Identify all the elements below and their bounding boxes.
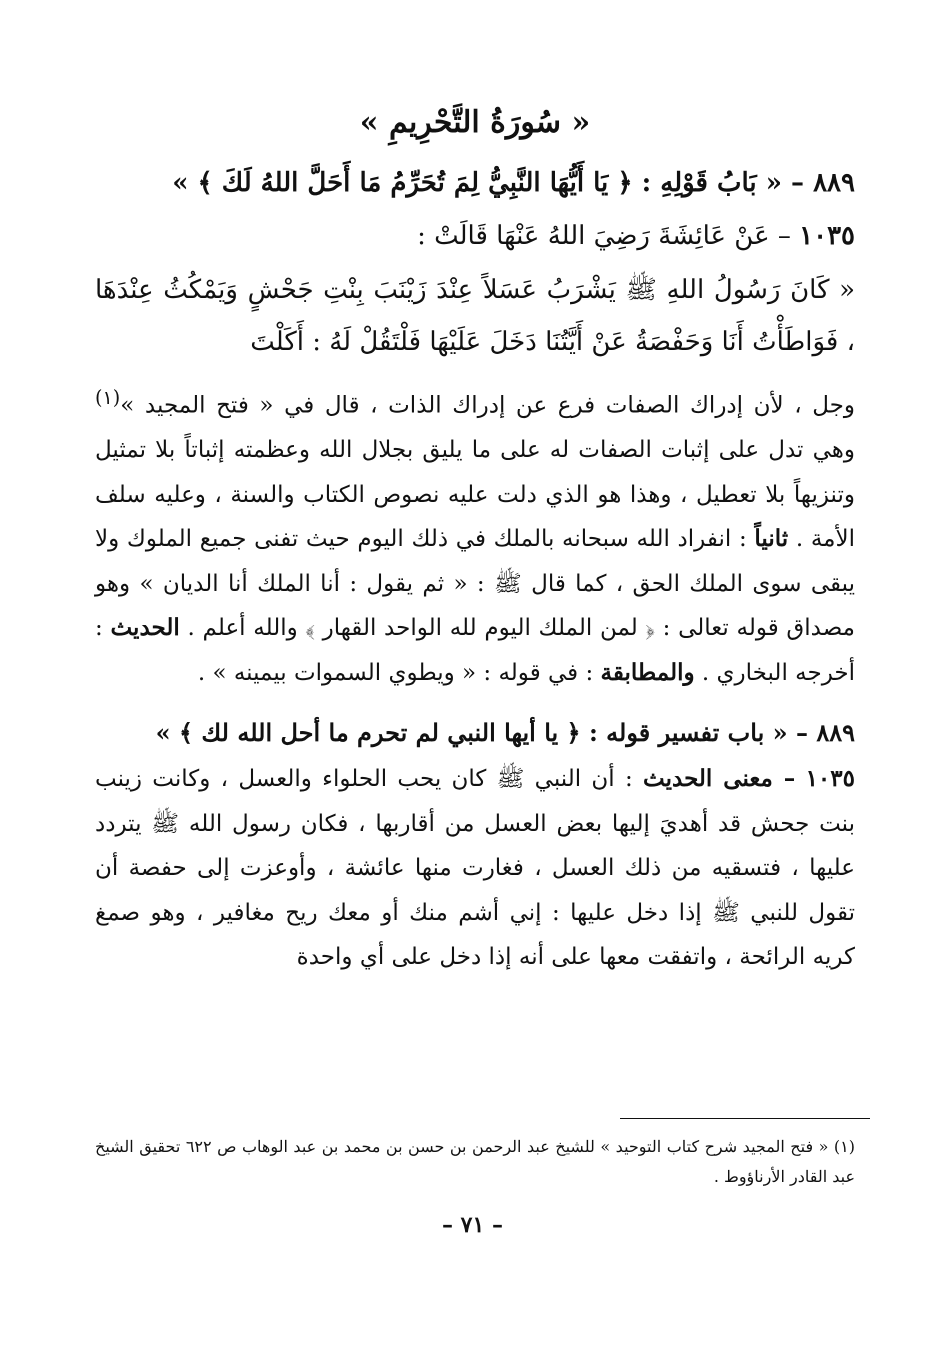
explanation-text: : أن النبي ﷺ كان يحب الحلواء والعسل ، وكانت زينب بنت جحش قد أهديَ إليها بعض العسل من أقاربها ، فكان رسول الله ﷺ يتردد عليها ، فتسقيه من ذلك العسل ، فغارت منها عائشة ، وأوعزت إلى حفصة أن تقول للنبي ﷺ إذا دخل عليها : إني أشم منك أو معك ريح مغافير ، وهو صمغ كريه الرائحة ، واتفقت معها على أنه إذا دخل على أي واحدة [95, 766, 855, 971]
commentary-part2: وهي تدل على إثبات الصفات له على ما يليق بجلال الله وعظمته إثباتاً بلا تمثيل وتنزيهاً بلا تعطيل ، وهذا هو الذي دلت عليه نصوص الكتاب والسنة ، وعليه سلف الأمة . [95, 437, 856, 553]
hadith-header [95, 208, 855, 264]
explanation-label: – معنى الحديث [643, 765, 796, 793]
hadith-number: ١٠٣٥ [799, 221, 855, 251]
commentary-part1: وجل ، لأن إدراك الصفات فرع عن إدراك الذات ، قال في « فتح المجيد » [120, 392, 855, 419]
commentary-paragraph [95, 376, 855, 695]
footnote-divider [620, 1118, 870, 1119]
commentary-hadith-label: الحديث [110, 614, 180, 642]
commentary-part5: : في قوله : « ويطوي السموات بيمينه » . [197, 659, 594, 686]
explanation-number: ١٠٣٥ [805, 765, 855, 793]
surah-title: « سُورَةُ التَّحْرِيمِ » [359, 105, 591, 140]
bab2-text: – « باب تفسير قوله : ﴿ يا أيها النبي لم تحرم ما أحل الله لك ﴾ » [155, 718, 808, 748]
bab-number: ٨٨٩ [813, 168, 855, 198]
bab2-heading [95, 709, 855, 757]
bab-text: – « بَابُ قَوْلِهِ : ﴿ يَا أَيُّهَا النَّبِيُّ لِمَ تُحَرِّمُ مَا أَحَلَّ اللهُ لَكَ ﴾ » [172, 168, 805, 198]
footnote: (١) « فتح المجيد شرح كتاب التوحيد » للشيخ عبد الرحمن بن حسن بن محمد بن عبد الوهاب ص ٦٢٢ تحقيق الشيخ عبد القادر الأرناؤوط . [95, 1137, 855, 1186]
bab2-number: ٨٨٩ [816, 718, 855, 748]
hadith-narrator: – عَنْ عَائِشَةَ رَضِيَ اللهُ عَنْهَا قَالَتْ : [417, 221, 791, 251]
bab-heading [95, 158, 855, 208]
commentary-mutabaqa-label: والمطابقة [600, 658, 695, 686]
commentary-part4: : أخرجه البخاري . [95, 615, 855, 686]
page-content [95, 95, 855, 980]
commentary-part3: : انفراد الله سبحانه بالملك في ذلك اليوم حيث تفنى جميع الملوك ولا يبقى سوى الملك الحق ، كما قال ﷺ : « ثم يقول : أنا الملك أنا الديان » وهو مصداق قوله تعالى : ﴿ لمن الملك اليوم لله الواحد القهار ﴾ والله أعلم . [95, 526, 856, 642]
page-number: – ٧١ – [442, 1212, 503, 1238]
commentary-thaniyan: ثانياً [754, 525, 789, 553]
explanation-paragraph [95, 757, 855, 980]
footnote-marker: (١) [95, 386, 121, 409]
hadith-text: « كَانَ رَسُولُ اللهِ ﷺ يَشْرَبُ عَسَلاً عِنْدَ زَيْنَبَ بِنْتِ جَحْشٍ وَيَمْكُثُ عِنْدَهَا ، فَوَاطَأْتُ أَنَا وَحَفْصَةُ عَنْ أَيَّتُنَا دَخَلَ عَلَيْهَا فَلْتَقُلْ لَهُ : أَكَلْتَ [95, 275, 855, 357]
